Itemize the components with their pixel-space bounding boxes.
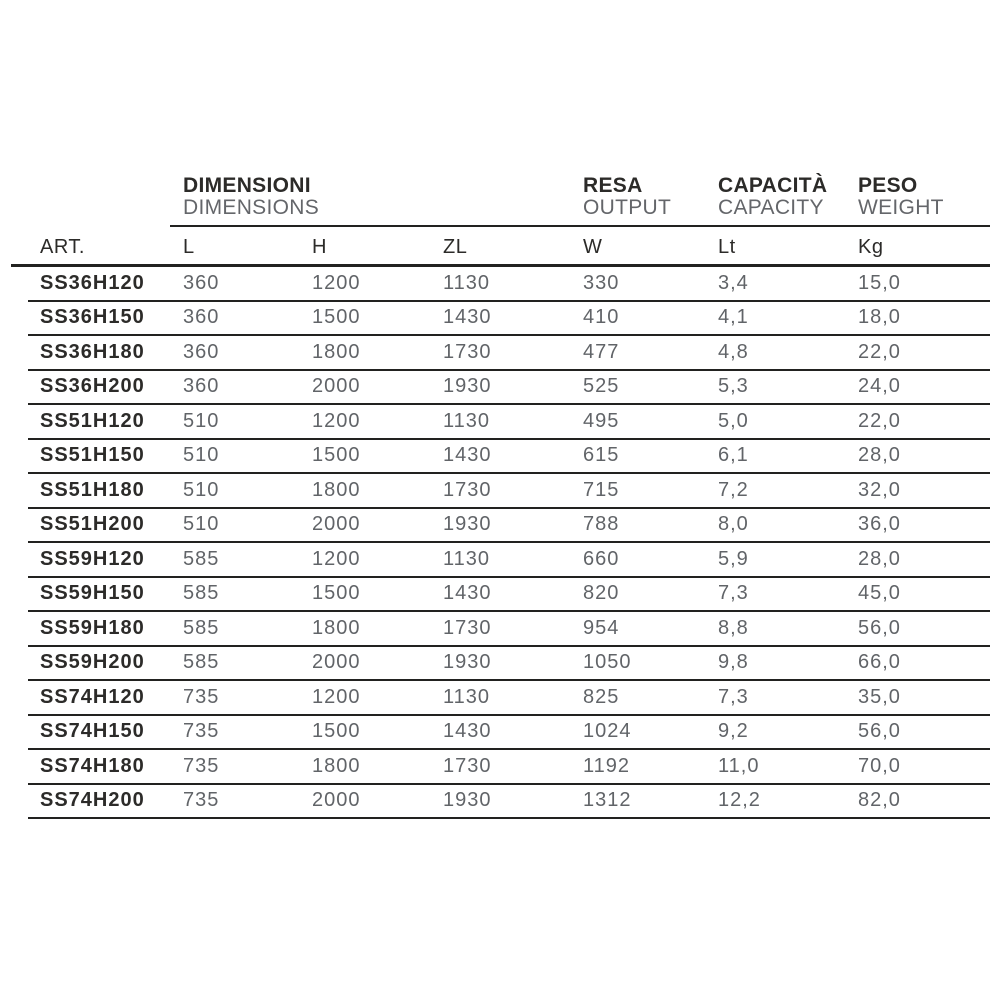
lt-cell: 4,1 [705, 301, 845, 336]
w-cell: 330 [570, 266, 705, 301]
art-cell: SS51H180 [28, 473, 170, 508]
kg-cell: 18,0 [845, 301, 990, 336]
lt-cell: 8,8 [705, 611, 845, 646]
h-cell: 2000 [299, 508, 430, 543]
w-cell: 820 [570, 577, 705, 612]
l-cell: 735 [170, 784, 299, 819]
lt-cell: 6,1 [705, 439, 845, 474]
group-header-row [28, 175, 990, 226]
group-header-spacer [28, 175, 170, 226]
column-header-h: H [299, 226, 430, 266]
art-cell: SS51H150 [28, 439, 170, 474]
table-row [28, 715, 990, 750]
w-cell: 788 [570, 508, 705, 543]
art-cell: SS36H120 [28, 266, 170, 301]
lt-cell: 5,9 [705, 542, 845, 577]
h-cell: 1200 [299, 542, 430, 577]
table-row [28, 646, 990, 681]
art-cell: SS36H180 [28, 335, 170, 370]
group-subtitle-dimensions: DIMENSIONS [183, 196, 320, 219]
w-cell: 1312 [570, 784, 705, 819]
kg-cell: 35,0 [845, 680, 990, 715]
h-cell: 1200 [299, 404, 430, 439]
l-cell: 360 [170, 370, 299, 405]
zl-cell: 1930 [430, 370, 570, 405]
l-cell: 510 [170, 439, 299, 474]
zl-cell: 1730 [430, 473, 570, 508]
art-cell: SS36H150 [28, 301, 170, 336]
art-cell: SS59H180 [28, 611, 170, 646]
l-cell: 510 [170, 508, 299, 543]
spec-table-body [28, 266, 990, 819]
zl-cell: 1430 [430, 715, 570, 750]
zl-cell: 1130 [430, 266, 570, 301]
zl-cell: 1930 [430, 508, 570, 543]
h-cell: 1800 [299, 335, 430, 370]
zl-cell: 1130 [430, 404, 570, 439]
kg-cell: 22,0 [845, 404, 990, 439]
table-row [28, 749, 990, 784]
column-header-zl: ZL [430, 226, 570, 266]
table-row [28, 301, 990, 336]
lt-cell: 8,0 [705, 508, 845, 543]
h-cell: 1500 [299, 301, 430, 336]
h-cell: 2000 [299, 646, 430, 681]
l-cell: 585 [170, 577, 299, 612]
kg-cell: 82,0 [845, 784, 990, 819]
zl-cell: 1430 [430, 301, 570, 336]
kg-cell: 15,0 [845, 266, 990, 301]
kg-cell: 70,0 [845, 749, 990, 784]
w-cell: 715 [570, 473, 705, 508]
w-cell: 1050 [570, 646, 705, 681]
art-cell: SS74H120 [28, 680, 170, 715]
l-cell: 585 [170, 646, 299, 681]
h-cell: 1200 [299, 680, 430, 715]
column-header-lt: Lt [705, 226, 845, 266]
h-cell: 1800 [299, 749, 430, 784]
zl-cell: 1730 [430, 749, 570, 784]
w-cell: 410 [570, 301, 705, 336]
art-cell: SS59H200 [28, 646, 170, 681]
art-cell: SS36H200 [28, 370, 170, 405]
l-cell: 735 [170, 749, 299, 784]
kg-cell: 28,0 [845, 542, 990, 577]
zl-cell: 1430 [430, 577, 570, 612]
lt-cell: 9,2 [705, 715, 845, 750]
table-row [28, 370, 990, 405]
lt-cell: 5,3 [705, 370, 845, 405]
art-cell: SS51H200 [28, 508, 170, 543]
w-cell: 525 [570, 370, 705, 405]
l-cell: 735 [170, 715, 299, 750]
group-title-resa: RESA [583, 174, 643, 197]
w-cell: 825 [570, 680, 705, 715]
lt-cell: 9,8 [705, 646, 845, 681]
lt-cell: 7,3 [705, 577, 845, 612]
group-subtitle-capacity: CAPACITY [718, 196, 824, 219]
zl-cell: 1930 [430, 784, 570, 819]
column-header-l: L [170, 226, 299, 266]
h-cell: 2000 [299, 370, 430, 405]
table-row [28, 680, 990, 715]
column-header-kg: Kg [845, 226, 990, 266]
column-header-art: ART. [28, 226, 170, 266]
kg-cell: 56,0 [845, 611, 990, 646]
column-header-w: W [570, 226, 705, 266]
lt-cell: 11,0 [705, 749, 845, 784]
kg-cell: 36,0 [845, 508, 990, 543]
group-header-output [570, 175, 705, 226]
table-row [28, 473, 990, 508]
group-title-dimensioni: DIMENSIONI [183, 174, 311, 197]
group-header-weight [845, 175, 990, 226]
h-cell: 1800 [299, 473, 430, 508]
kg-cell: 45,0 [845, 577, 990, 612]
zl-cell: 1730 [430, 335, 570, 370]
h-cell: 1200 [299, 266, 430, 301]
zl-cell: 1930 [430, 646, 570, 681]
table-row [28, 439, 990, 474]
l-cell: 360 [170, 335, 299, 370]
w-cell: 954 [570, 611, 705, 646]
lt-cell: 5,0 [705, 404, 845, 439]
h-cell: 1500 [299, 715, 430, 750]
h-cell: 1500 [299, 439, 430, 474]
kg-cell: 22,0 [845, 335, 990, 370]
lt-cell: 7,2 [705, 473, 845, 508]
h-cell: 1500 [299, 577, 430, 612]
lt-cell: 3,4 [705, 266, 845, 301]
group-title-capacita: CAPACITÀ [718, 174, 828, 197]
table-row [28, 335, 990, 370]
group-subtitle-output: OUTPUT [583, 196, 672, 219]
l-cell: 585 [170, 611, 299, 646]
zl-cell: 1130 [430, 542, 570, 577]
table-row [28, 404, 990, 439]
lt-cell: 12,2 [705, 784, 845, 819]
table-row [28, 266, 990, 301]
spec-table [28, 175, 990, 819]
art-cell: SS59H120 [28, 542, 170, 577]
group-title-peso: PESO [858, 174, 918, 197]
zl-cell: 1430 [430, 439, 570, 474]
group-subtitle-weight: WEIGHT [858, 196, 944, 219]
table-row [28, 508, 990, 543]
h-cell: 2000 [299, 784, 430, 819]
l-cell: 510 [170, 473, 299, 508]
w-cell: 477 [570, 335, 705, 370]
l-cell: 585 [170, 542, 299, 577]
art-cell: SS74H180 [28, 749, 170, 784]
group-header-capacity [705, 175, 845, 226]
zl-cell: 1130 [430, 680, 570, 715]
w-cell: 660 [570, 542, 705, 577]
table-row [28, 577, 990, 612]
l-cell: 360 [170, 301, 299, 336]
kg-cell: 24,0 [845, 370, 990, 405]
h-cell: 1800 [299, 611, 430, 646]
table-row [28, 611, 990, 646]
lt-cell: 7,3 [705, 680, 845, 715]
w-cell: 1192 [570, 749, 705, 784]
lt-cell: 4,8 [705, 335, 845, 370]
art-cell: SS74H200 [28, 784, 170, 819]
zl-cell: 1730 [430, 611, 570, 646]
w-cell: 615 [570, 439, 705, 474]
table-row [28, 784, 990, 819]
art-cell: SS51H120 [28, 404, 170, 439]
column-header-row [28, 226, 990, 266]
group-header-dimensions [170, 175, 570, 226]
l-cell: 360 [170, 266, 299, 301]
l-cell: 735 [170, 680, 299, 715]
kg-cell: 28,0 [845, 439, 990, 474]
table-row [28, 542, 990, 577]
art-cell: SS59H150 [28, 577, 170, 612]
w-cell: 495 [570, 404, 705, 439]
kg-cell: 66,0 [845, 646, 990, 681]
kg-cell: 32,0 [845, 473, 990, 508]
l-cell: 510 [170, 404, 299, 439]
art-cell: SS74H150 [28, 715, 170, 750]
kg-cell: 56,0 [845, 715, 990, 750]
w-cell: 1024 [570, 715, 705, 750]
